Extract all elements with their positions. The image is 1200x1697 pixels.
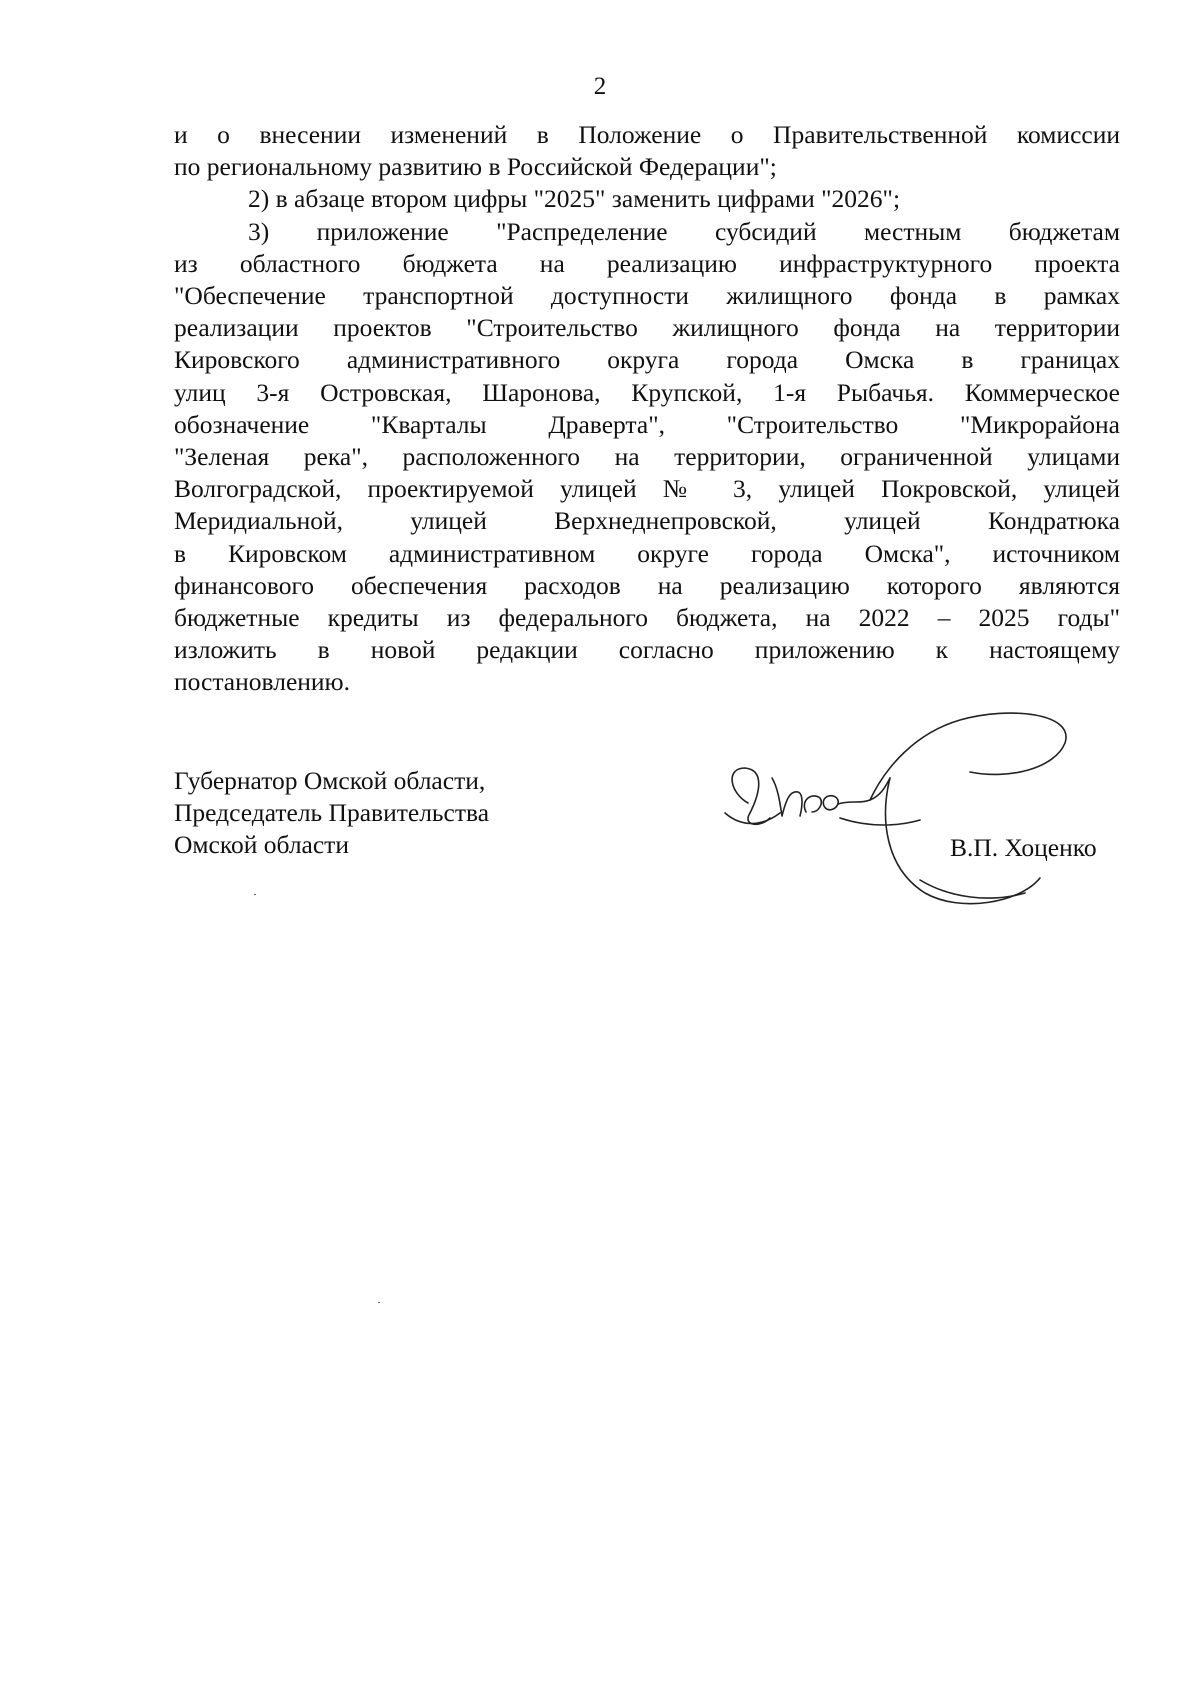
text-line: 3) приложение "Распределение субсидий местным бюджетам <box>248 216 1120 246</box>
document-body <box>174 119 1120 699</box>
signatory-title-line: Губернатор Омской области, <box>174 766 486 795</box>
text-line: Кировского административного округа города Омска в границах <box>174 345 1120 375</box>
text-line: "Зеленая река", расположенного на территории, ограниченной улицами <box>174 442 1120 472</box>
text-line: "Обеспечение транспортной доступности жилищного фонда в рамках <box>174 281 1120 311</box>
signatory-name: В.П. Хоценко <box>950 833 1097 862</box>
handwritten-signature <box>720 708 1100 918</box>
signatory-title-line: Омской области <box>174 830 349 860</box>
text-line: бюджетные кредиты из федерального бюджета, на 2022 – 2025 годы" <box>174 603 1120 633</box>
paragraph-1 <box>174 119 1120 183</box>
scan-speck <box>378 1302 380 1303</box>
text-line: финансового обеспечения расходов на реализацию которого являются <box>174 570 1120 600</box>
text-line: изложить в новой редакции согласно приложению к настоящему <box>174 635 1120 665</box>
text-line: реализации проектов "Строительство жилищного фонда на территории <box>174 313 1120 343</box>
page-number: 2 <box>593 73 607 100</box>
text-line: 2) в абзаце втором цифры "2025" заменить цифрами "2026"; <box>248 184 901 214</box>
text-line: Волгоградской, проектируемой улицей № 3, улицей Покровской, улицей <box>174 474 1120 504</box>
text-line: постановлению. <box>174 667 350 697</box>
text-line: по региональному развитию в Российской Федерации"; <box>174 152 777 182</box>
paragraph-2 <box>174 183 1120 215</box>
text-line: и о внесении изменений в Положение о Правительственной комиссии <box>174 120 1120 149</box>
text-line: Меридиальной, улицей Верхнеднепровской, улицей Кондратюка <box>174 506 1120 536</box>
signatory-title-line: Председатель Правительства <box>174 798 490 828</box>
scan-speck <box>254 894 256 895</box>
text-line: в Кировском административном округе города Омска", источником <box>174 538 1120 568</box>
signatory-title <box>174 765 489 862</box>
paragraph-3 <box>174 216 1120 699</box>
text-line: обозначение "Кварталы Драверта", "Строительство "Микрорайона <box>174 409 1120 439</box>
text-line: из областного бюджета на реализацию инфраструктурного проекта <box>174 248 1120 278</box>
text-line: улиц 3-я Островская, Шаронова, Крупской, 1-я Рыбачья. Коммерческое <box>174 377 1120 407</box>
